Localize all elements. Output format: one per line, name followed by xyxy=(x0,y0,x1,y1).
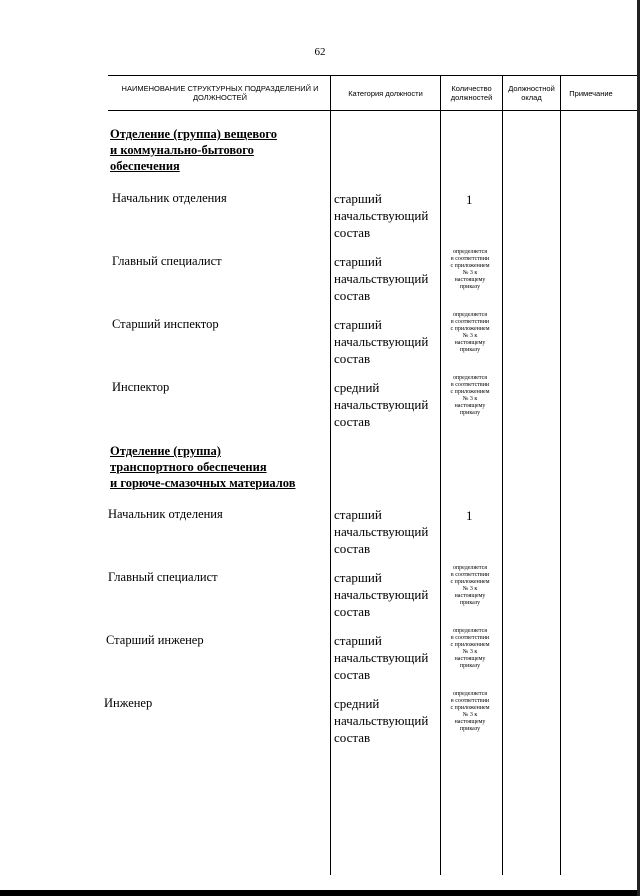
category-line: состав xyxy=(334,730,371,745)
category-line: начальствующий xyxy=(334,650,429,665)
quantity-note xyxy=(437,249,503,291)
quantity-note-line: приказу xyxy=(459,726,481,732)
category-line: начальствующий xyxy=(334,397,429,412)
quantity-note xyxy=(437,628,503,670)
section-title-line: Отделение (группа) вещевого xyxy=(110,127,277,141)
position-name: Главный специалист xyxy=(112,254,222,268)
section-title-line: и коммунально-бытового xyxy=(110,143,254,157)
quantity-note-line: с приложением xyxy=(450,705,490,711)
category-line: средний xyxy=(334,696,380,711)
quantity-note-line: настоящему xyxy=(454,719,486,725)
column-divider xyxy=(560,75,561,875)
position-name: Главный специалист xyxy=(108,570,218,584)
category-line: начальствующий xyxy=(334,208,429,223)
section-title-line: обеспечения xyxy=(110,159,180,173)
category-line: состав xyxy=(334,225,371,240)
quantity-note xyxy=(437,565,503,607)
quantity-note xyxy=(437,375,503,417)
quantity-note-line: определяется xyxy=(452,691,488,697)
quantity-note-line: с приложением xyxy=(450,389,490,395)
quantity-note xyxy=(437,312,503,354)
quantity-note xyxy=(437,691,503,733)
position-category xyxy=(334,569,428,620)
column-divider xyxy=(502,75,503,875)
section-title xyxy=(110,443,295,491)
quantity-note-line: с приложением xyxy=(450,642,490,648)
category-line: старший xyxy=(334,507,382,522)
position-category xyxy=(334,695,428,746)
position-category xyxy=(334,190,428,241)
header-quantity-column: Количество должностей xyxy=(450,84,493,102)
category-line: состав xyxy=(334,541,371,556)
header-name-column: НАИМЕНОВАНИЕ СТРУКТУРНЫХ ПОДРАЗДЕЛЕНИЙ И ДОЛЖНОСТЕЙ xyxy=(121,84,319,102)
category-line: старший xyxy=(334,317,382,332)
quantity-note-line: приказу xyxy=(459,347,481,353)
quantity-note-line: № 3 к xyxy=(462,333,478,339)
page-number: 62 xyxy=(314,46,326,58)
quantity-note-line: определяется xyxy=(452,565,488,571)
quantity-note-line: приказу xyxy=(459,600,481,606)
quantity-note-line: в соответствии xyxy=(450,382,490,388)
quantity-note-line: настоящему xyxy=(454,277,486,283)
position-quantity: 1 xyxy=(466,508,473,523)
section-title-line: транспортного обеспечения xyxy=(110,460,267,474)
position-category xyxy=(334,316,428,367)
quantity-note-line: № 3 к xyxy=(462,649,478,655)
position-category xyxy=(334,632,428,683)
header-salary-column: Должностной оклад xyxy=(508,84,555,102)
quantity-note-line: в соответствии xyxy=(450,698,490,704)
column-divider xyxy=(330,75,331,875)
position-name: Старший инженер xyxy=(106,633,204,647)
quantity-note-line: приказу xyxy=(459,410,481,416)
quantity-note-line: № 3 к xyxy=(462,586,478,592)
category-line: состав xyxy=(334,414,371,429)
category-line: начальствующий xyxy=(334,334,429,349)
category-line: старший xyxy=(334,254,382,269)
category-line: старший xyxy=(334,191,382,206)
position-name: Начальник отделения xyxy=(108,507,223,521)
position-name: Инспектор xyxy=(112,380,170,394)
quantity-note-line: определяется xyxy=(452,375,488,381)
position-category xyxy=(334,506,428,557)
quantity-note-line: с приложением xyxy=(450,263,490,269)
position-quantity: 1 xyxy=(466,192,473,207)
position-name: Инженер xyxy=(104,696,153,710)
category-line: начальствующий xyxy=(334,587,429,602)
quantity-note-line: определяется xyxy=(452,249,488,255)
category-line: средний xyxy=(334,380,380,395)
quantity-note-line: с приложением xyxy=(450,579,490,585)
header-note-column: Примечание xyxy=(569,88,613,98)
section-title xyxy=(110,126,277,174)
position-category xyxy=(334,253,428,304)
quantity-note-line: приказу xyxy=(459,284,481,290)
quantity-note-line: определяется xyxy=(452,312,488,318)
category-line: состав xyxy=(334,351,371,366)
position-name: Старший инспектор xyxy=(112,317,219,331)
quantity-note-line: № 3 к xyxy=(462,712,478,718)
quantity-note-line: настоящему xyxy=(454,656,486,662)
category-line: состав xyxy=(334,667,371,682)
quantity-note-line: в соответствии xyxy=(450,572,490,578)
column-divider xyxy=(440,75,441,875)
category-line: старший xyxy=(334,633,382,648)
quantity-note-line: приказу xyxy=(459,663,481,669)
quantity-note-line: в соответствии xyxy=(450,319,490,325)
quantity-note-line: № 3 к xyxy=(462,270,478,276)
quantity-note-line: настоящему xyxy=(454,340,486,346)
quantity-note-line: настоящему xyxy=(454,593,486,599)
section-title-line: Отделение (группа) xyxy=(110,444,221,458)
category-line: начальствующий xyxy=(334,271,429,286)
quantity-note-line: настоящему xyxy=(454,403,486,409)
quantity-note-line: в соответствии xyxy=(450,635,490,641)
category-line: старший xyxy=(334,570,382,585)
quantity-note-line: с приложением xyxy=(450,326,490,332)
category-line: состав xyxy=(334,288,371,303)
quantity-note-line: определяется xyxy=(452,628,488,634)
category-line: начальствующий xyxy=(334,713,429,728)
header-category-column: Категория должности xyxy=(348,88,423,98)
section-title-line: и горюче-смазочных материалов xyxy=(110,476,296,490)
scan-border-bottom xyxy=(0,890,640,896)
position-name: Начальник отделения xyxy=(112,191,227,205)
quantity-note-line: в соответствии xyxy=(450,256,490,262)
category-line: начальствующий xyxy=(334,524,429,539)
position-category xyxy=(334,379,428,430)
category-line: состав xyxy=(334,604,371,619)
quantity-note-line: № 3 к xyxy=(462,396,478,402)
